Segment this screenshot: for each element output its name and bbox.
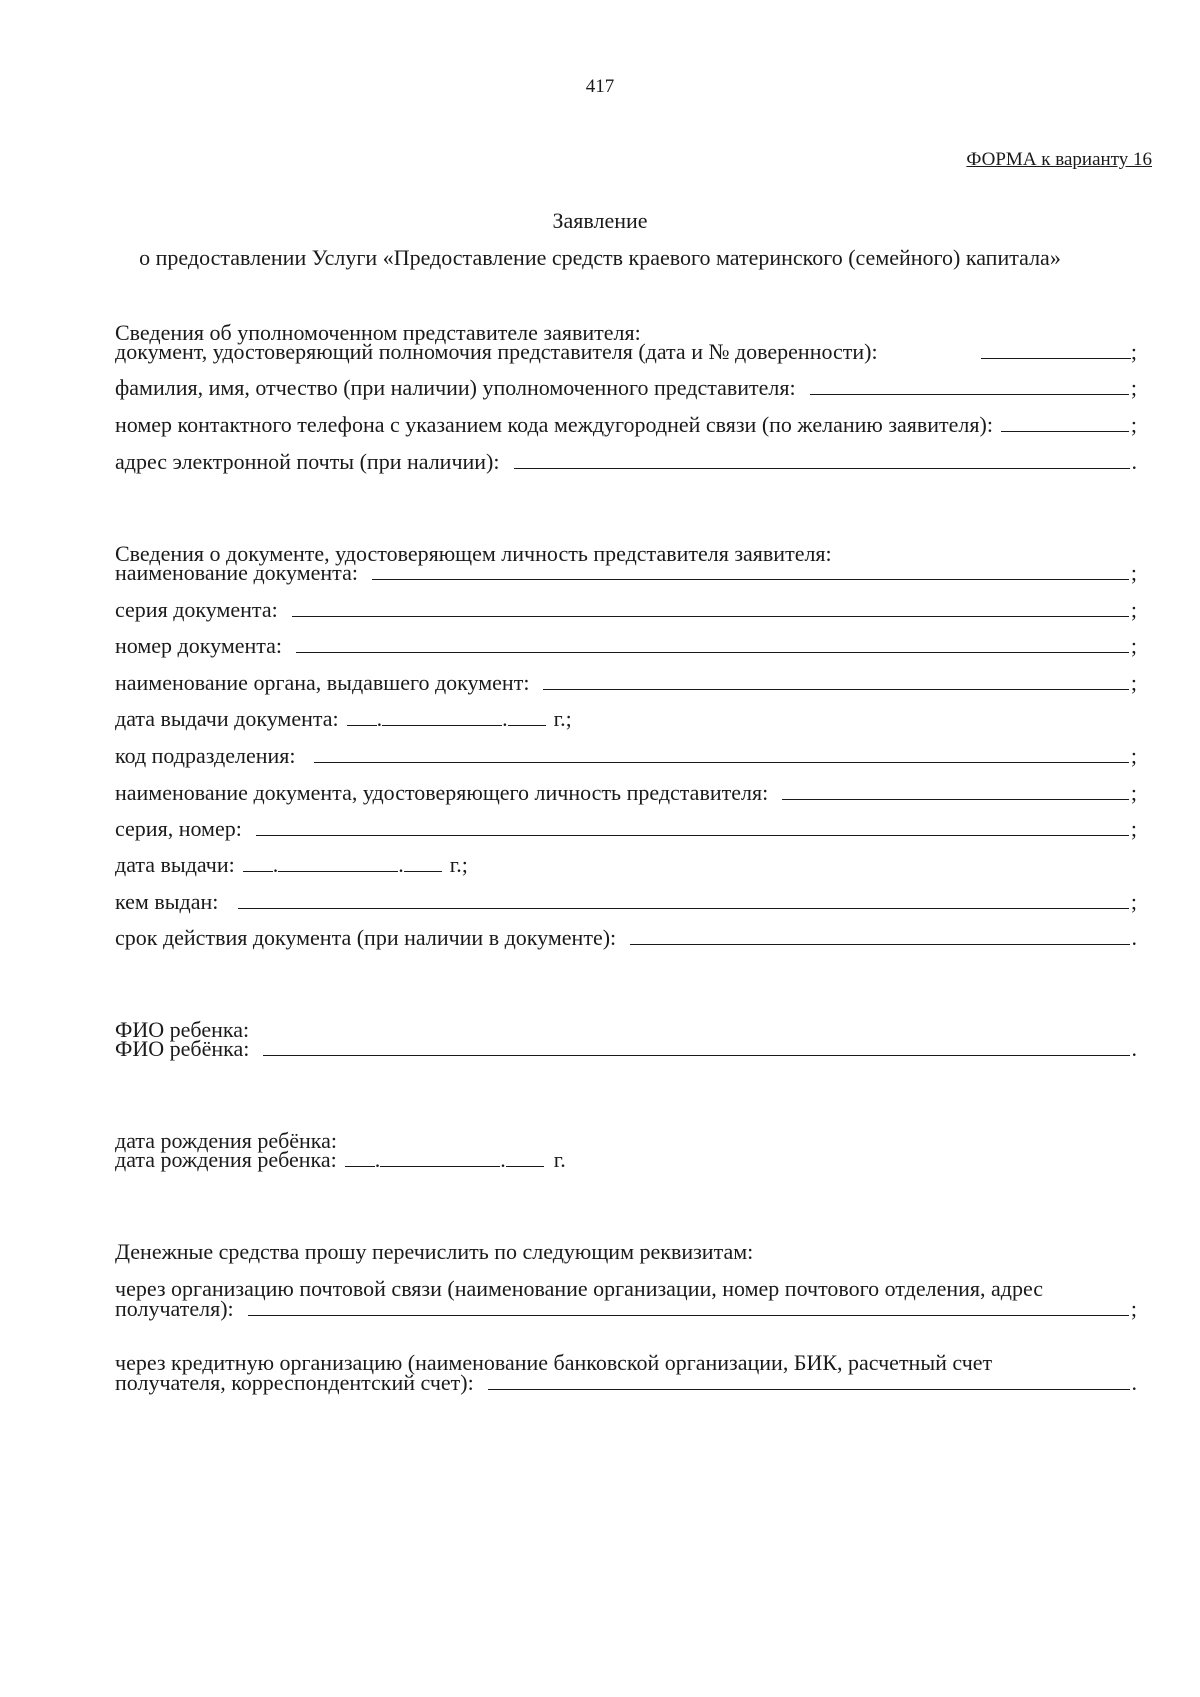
representative-name-field[interactable]	[810, 393, 1129, 395]
power-of-attorney-label: документ, удостоверяющий полномочия представителя (дата и № доверенности):	[115, 339, 878, 364]
child-birth-label: дата рождения ребенка:	[115, 1147, 337, 1172]
dot: .	[272, 852, 279, 877]
series-field[interactable]	[292, 615, 1129, 617]
validity-field[interactable]	[630, 943, 1129, 945]
issued-day-field[interactable]	[243, 870, 273, 872]
child-birth-row	[115, 1143, 566, 1171]
doc-name-label: наименование документа:	[115, 560, 358, 585]
document-subtitle: о предоставлении Услуги «Предоставление средств краевого материнского (семейного) капитала»	[139, 245, 1061, 270]
dot: .	[376, 706, 383, 731]
series-number-row	[115, 812, 1137, 840]
division-code-label: код подразделения:	[115, 743, 296, 768]
semicolon: ;	[1130, 375, 1137, 400]
representative-heading: Сведения об уполномоченном представителе заявителя:	[115, 320, 641, 345]
issued-by-row	[115, 885, 1137, 913]
page-number: 417	[585, 76, 615, 97]
birth-year-field[interactable]	[506, 1165, 544, 1167]
bank-row	[115, 1366, 1137, 1394]
postal-description: через организацию почтовой связи (наименование организации, номер почтового отделения, адрес	[115, 1276, 1044, 1301]
issuer-row	[115, 666, 1137, 694]
birth-day-field[interactable]	[345, 1165, 375, 1167]
semicolon: ;	[1130, 670, 1137, 695]
year-suffix: г.;	[553, 706, 572, 731]
document-title: Заявление	[552, 208, 648, 233]
issue-month-field[interactable]	[382, 724, 502, 726]
child-name-label: ФИО ребёнка:	[115, 1036, 250, 1061]
dot: .	[398, 852, 404, 877]
semicolon: ;	[1130, 1296, 1137, 1321]
power-of-attorney-row	[115, 335, 1137, 363]
rep-doc-name-row	[115, 776, 1137, 804]
issued-on-label: дата выдачи:	[115, 852, 235, 877]
representative-name-label: фамилия, имя, отчество (при наличии) уполномоченного представителя:	[115, 375, 796, 400]
division-code-field[interactable]	[314, 761, 1129, 763]
doc-name-field[interactable]	[372, 578, 1129, 580]
series-row	[115, 593, 1137, 621]
issuer-label: наименование органа, выдавшего документ:	[115, 670, 530, 695]
period: .	[1131, 925, 1137, 950]
semicolon: ;	[1130, 597, 1137, 622]
period: .	[1131, 1370, 1137, 1395]
issued-year-field[interactable]	[404, 870, 442, 872]
child-name-field[interactable]	[263, 1054, 1129, 1056]
semicolon: ;	[1130, 816, 1137, 841]
rep-doc-name-field[interactable]	[782, 798, 1129, 800]
issued-on-row	[115, 848, 468, 876]
number-field[interactable]	[296, 651, 1129, 653]
email-label: адрес электронной почты (при наличии):	[115, 449, 500, 474]
birth-month-field[interactable]	[380, 1165, 500, 1167]
validity-label: срок действия документа (при наличии в документе):	[115, 925, 617, 950]
dot: .	[500, 1147, 506, 1172]
dot: .	[374, 1147, 381, 1172]
rep-doc-name-label: наименование документа, удостоверяющего личность представителя:	[115, 780, 769, 805]
period: .	[1131, 449, 1137, 474]
phone-label: номер контактного телефона с указанием кода междугородней связи (по желанию заявителя):	[115, 412, 993, 437]
issue-date-row	[115, 702, 572, 730]
issue-day-field[interactable]	[347, 724, 377, 726]
dot: .	[502, 706, 508, 731]
year-suffix: г.	[553, 1147, 566, 1172]
phone-row	[115, 408, 1137, 436]
semicolon: ;	[1130, 339, 1137, 364]
child-birth-heading: дата рождения ребёнка:	[115, 1128, 338, 1153]
identity-document-heading: Сведения о документе, удостоверяющем личность представителя заявителя:	[115, 541, 832, 566]
issuer-field[interactable]	[543, 688, 1128, 690]
number-row	[115, 629, 1137, 657]
child-name-row	[115, 1032, 1137, 1060]
form-reference: ФОРМА к варианту 16	[966, 149, 1152, 170]
issued-by-field[interactable]	[238, 907, 1129, 909]
payment-heading: Денежные средства прошу перечислить по следующим реквизитам:	[115, 1239, 754, 1264]
division-code-row	[115, 739, 1137, 767]
doc-name-row	[115, 556, 1137, 584]
postal-label: получателя):	[115, 1296, 234, 1321]
email-field[interactable]	[514, 467, 1130, 469]
bank-description: через кредитную организацию (наименование банковской организации, БИК, расчетный счет	[115, 1350, 993, 1375]
series-number-label: серия, номер:	[115, 816, 242, 841]
power-of-attorney-field[interactable]	[981, 357, 1131, 359]
representative-name-row	[115, 371, 1137, 399]
semicolon: ;	[1130, 560, 1137, 585]
semicolon: ;	[1130, 889, 1137, 914]
email-row	[115, 445, 1137, 473]
bank-label: получателя, корреспондентский счет):	[115, 1370, 474, 1395]
semicolon: ;	[1130, 743, 1137, 768]
series-number-field[interactable]	[256, 834, 1129, 836]
semicolon: ;	[1130, 412, 1137, 437]
postal-field[interactable]	[248, 1314, 1129, 1316]
issued-month-field[interactable]	[278, 870, 398, 872]
number-label: номер документа:	[115, 633, 283, 658]
year-suffix: г.;	[449, 852, 468, 877]
phone-field[interactable]	[1001, 430, 1129, 432]
semicolon: ;	[1130, 780, 1137, 805]
semicolon: ;	[1130, 633, 1137, 658]
issue-date-label: дата выдачи документа:	[115, 706, 339, 731]
issue-year-field[interactable]	[508, 724, 546, 726]
period: .	[1131, 1036, 1137, 1061]
issued-by-label: кем выдан:	[115, 889, 219, 914]
child-name-heading: ФИО ребенка:	[115, 1017, 250, 1042]
bank-field[interactable]	[488, 1388, 1130, 1390]
postal-row	[115, 1292, 1137, 1320]
validity-row	[115, 921, 1137, 949]
series-label: серия документа:	[115, 597, 278, 622]
